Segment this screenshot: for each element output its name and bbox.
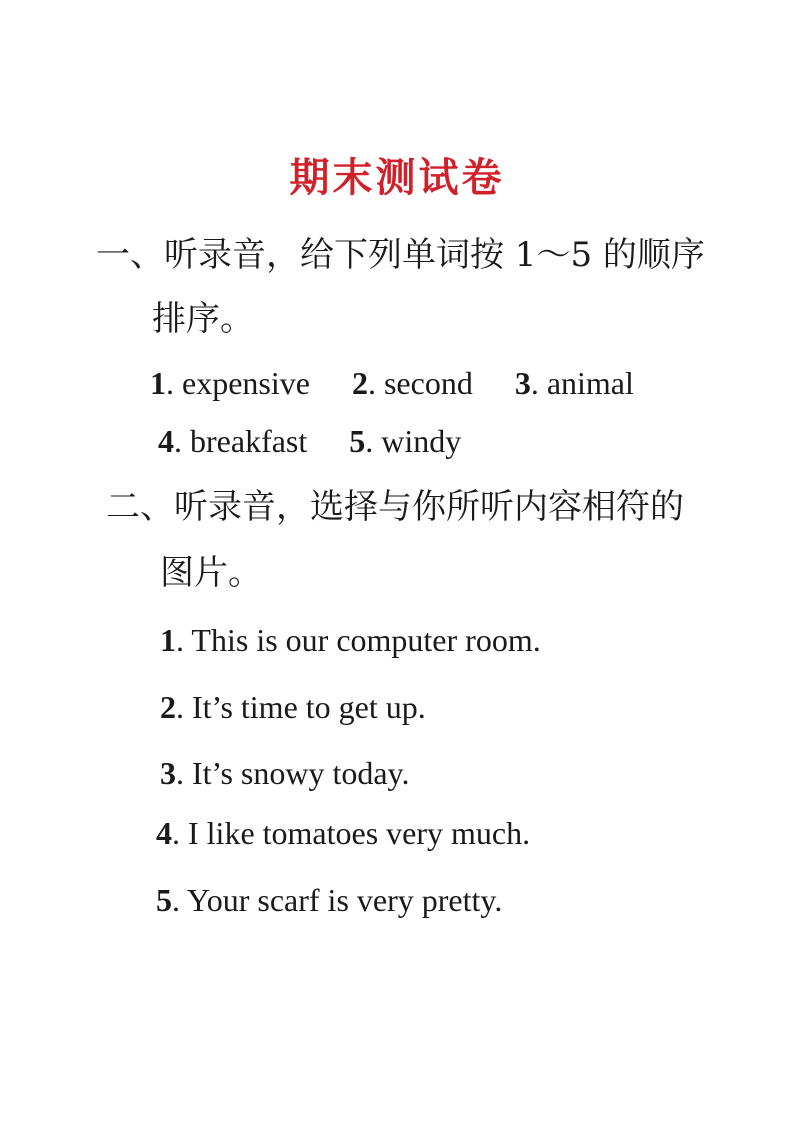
section-1-heading: 一、听录音，给下列单词按 1～5 的顺序 <box>96 235 705 275</box>
word-number: 4 <box>158 423 174 459</box>
sentence-number: 1 <box>160 622 176 658</box>
sentence-number: 4 <box>156 815 172 851</box>
word-text: . animal <box>530 365 634 401</box>
section-1-heading-continued: 排序。 <box>152 299 254 339</box>
word-text: . windy <box>365 423 462 459</box>
sentence-number: 5 <box>156 882 172 918</box>
sentence-text: . I like tomatoes very much. <box>172 815 531 851</box>
sentence-item <box>156 884 502 916</box>
sentence-text: . This is our computer room. <box>176 622 541 658</box>
sentence-item <box>160 757 409 789</box>
sentence-number: 3 <box>160 755 176 791</box>
word-item <box>515 367 634 399</box>
sentence-text: . Your scarf is very pretty. <box>172 882 503 918</box>
section-2-heading-continued: 图片。 <box>160 553 262 593</box>
word-row <box>150 367 634 399</box>
sentence-text: . It’s time to get up. <box>176 689 426 725</box>
word-number: 1 <box>150 365 166 401</box>
word-text: . expensive <box>166 365 310 401</box>
sentence-number: 2 <box>160 689 176 725</box>
word-item <box>349 425 461 457</box>
sentence-item <box>160 624 541 656</box>
word-number: 3 <box>514 365 531 401</box>
word-item <box>158 425 307 457</box>
word-item <box>150 367 310 399</box>
word-text: . second <box>367 365 473 401</box>
sentence-item <box>160 691 426 723</box>
word-item <box>352 367 473 399</box>
word-number: 2 <box>351 365 368 401</box>
section-2-heading: 二、听录音，选择与你所听内容相符的 <box>106 487 684 527</box>
sentence-text: . It’s snowy today. <box>176 755 410 791</box>
page-title: 期末测试卷 <box>289 155 505 201</box>
word-row <box>158 425 461 457</box>
word-text: . breakfast <box>174 423 308 459</box>
word-number: 5 <box>349 423 366 459</box>
sentence-item <box>156 817 530 849</box>
